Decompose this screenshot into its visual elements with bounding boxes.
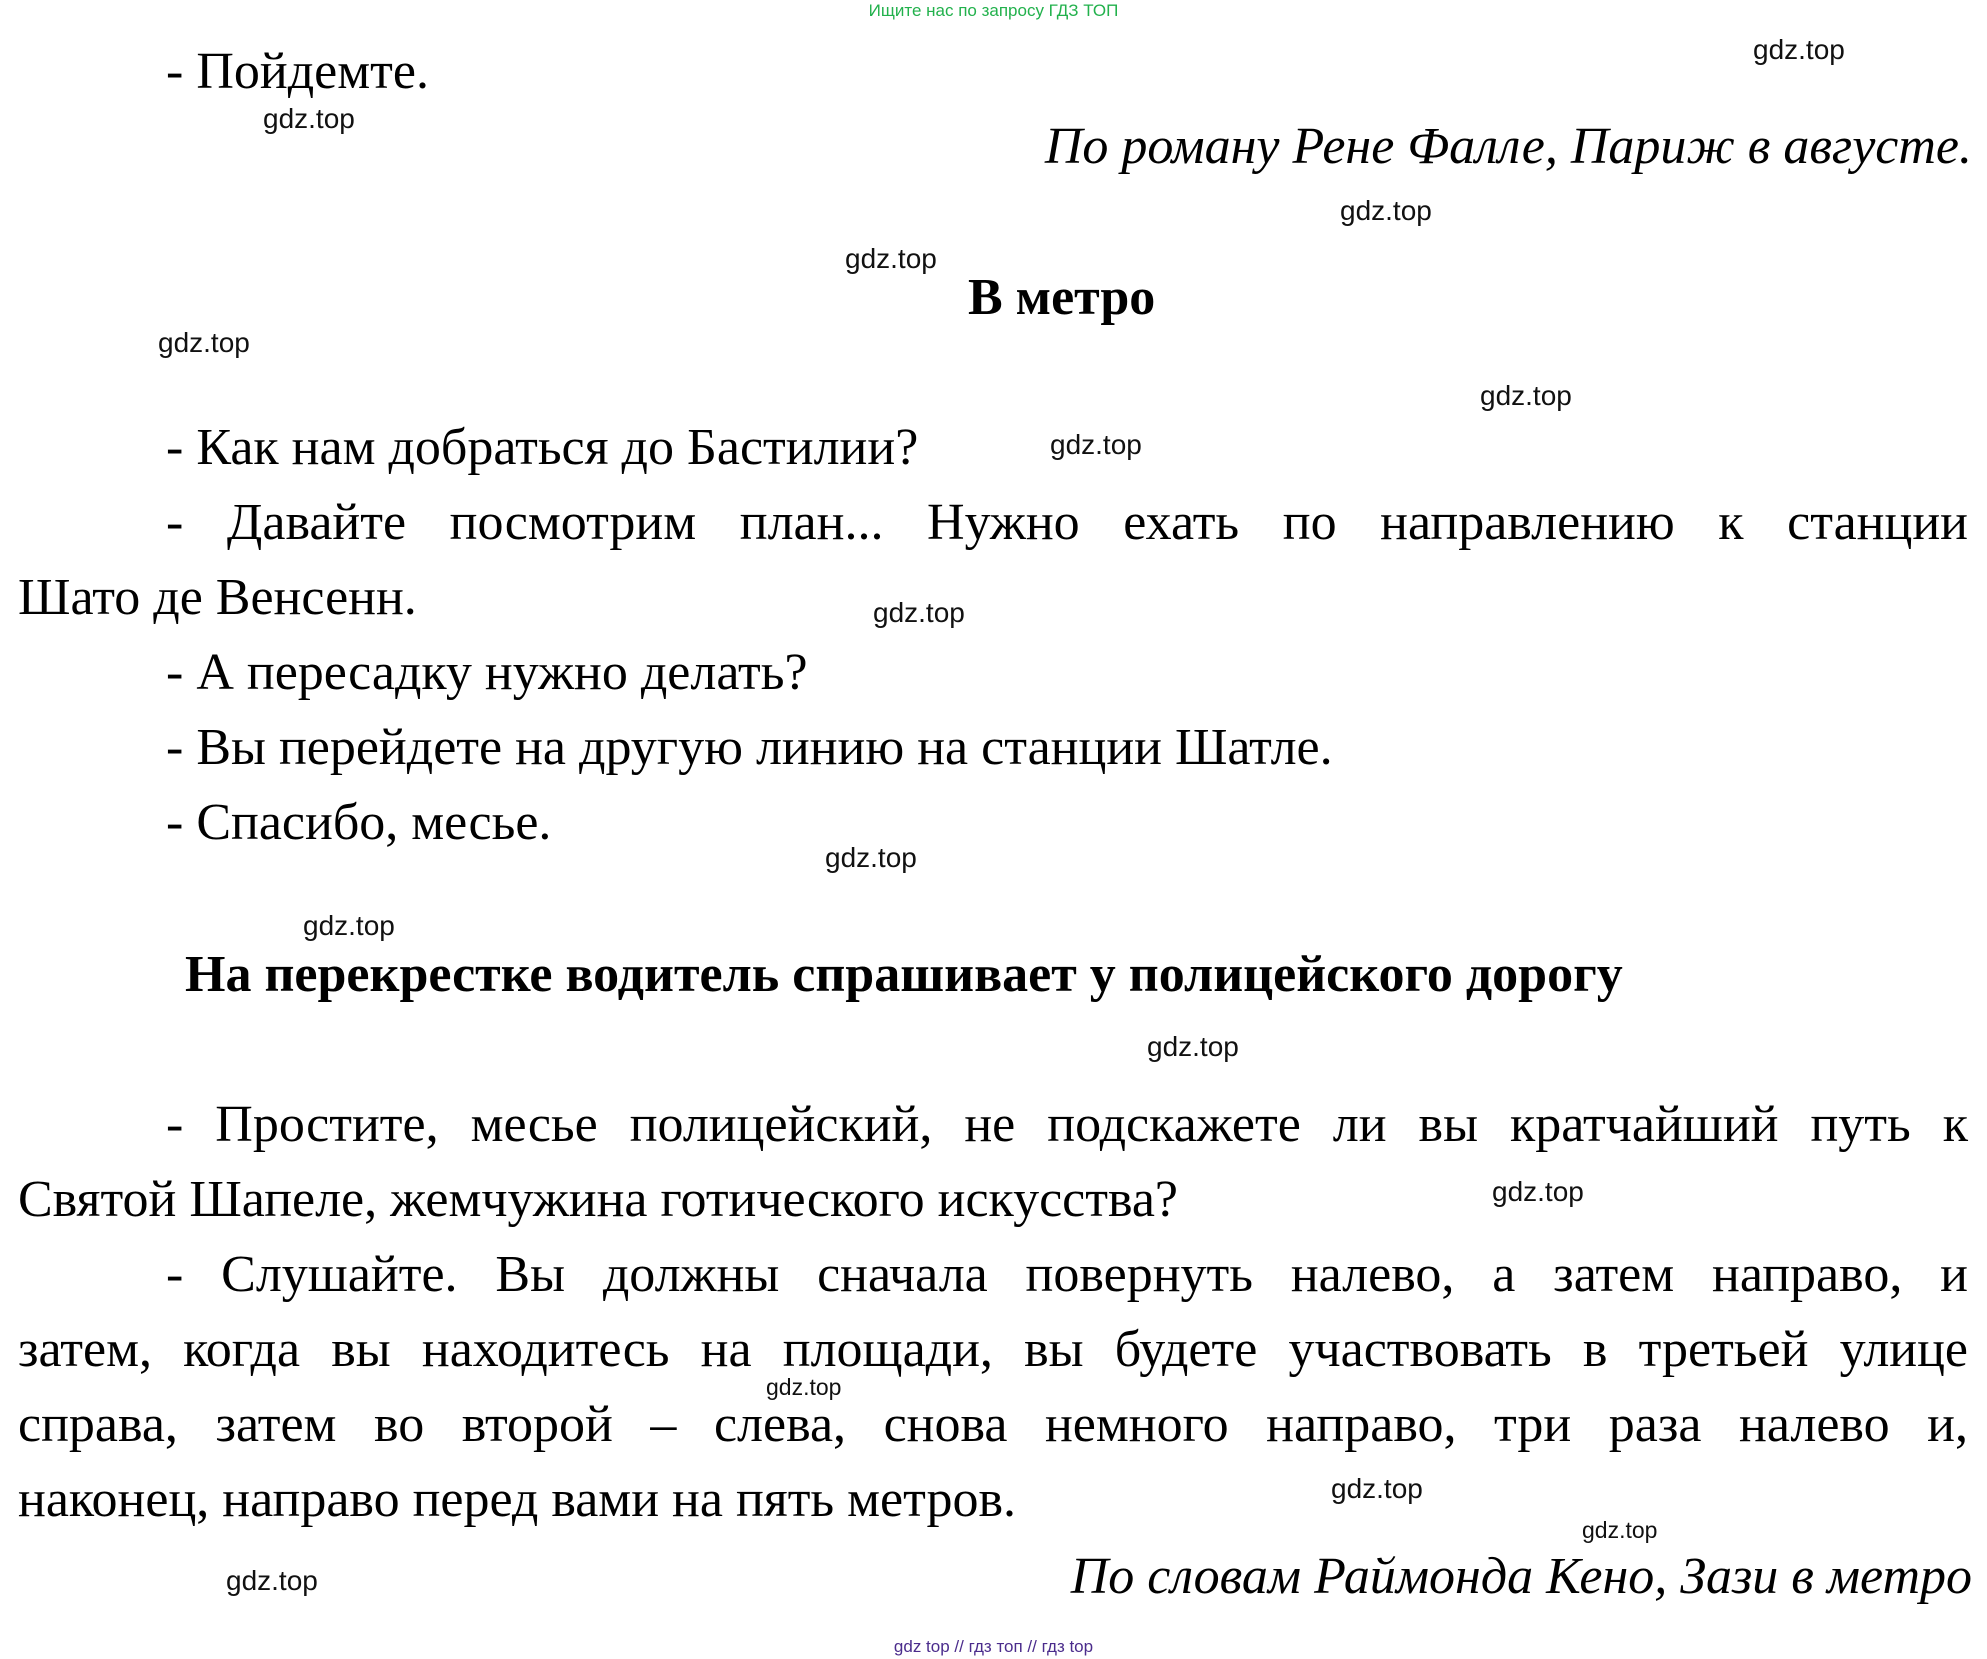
- source-citation: По словам Раймонда Кено, Зази в метро: [1070, 1548, 1972, 1605]
- watermark: gdz.top: [1480, 380, 1572, 411]
- watermark: gdz.top: [263, 103, 355, 134]
- dialogue-line: - Простите, месье полицейский, не подскажете ли вы кратчайший путь к: [166, 1096, 1968, 1153]
- dialogue-line: - Вы перейдете на другую линию на станции Шатле.: [166, 719, 1333, 776]
- dialogue-line: Святой Шапеле, жемчужина готического искусства?: [18, 1171, 1178, 1228]
- watermark: gdz.top: [873, 597, 965, 628]
- dialogue-line: затем, когда вы находитесь на площади, вы будете участвовать в третьей улице: [18, 1321, 1968, 1378]
- watermark: gdz.top: [303, 910, 395, 941]
- watermark: gdz.top: [1753, 34, 1845, 65]
- watermark: gdz.top: [1050, 429, 1142, 460]
- bottom-banner: gdz top // гдз топ // гдз top: [893, 1637, 1094, 1656]
- dialogue-line: - Пойдемте.: [166, 43, 429, 100]
- dialogue-line: наконец, направо перед вами на пять метров.: [18, 1471, 1017, 1528]
- dialogue-line: справа, затем во второй – слева, снова немного направо, три раза налево и,: [18, 1396, 1968, 1453]
- watermark: gdz.top: [766, 1374, 842, 1400]
- dialogue-line: - Спасибо, месье.: [166, 794, 552, 851]
- watermark: gdz.top: [226, 1565, 318, 1596]
- dialogue-line: - А пересадку нужно делать?: [166, 644, 808, 701]
- watermark: gdz.top: [1340, 195, 1432, 226]
- watermark: gdz.top: [1331, 1473, 1423, 1504]
- top-banner: Ищите нас по запросу ГДЗ ТОП: [868, 1, 1119, 20]
- watermark: gdz.top: [1492, 1176, 1584, 1207]
- watermark: gdz.top: [825, 842, 917, 873]
- section-title-crossroad: На перекрестке водитель спрашивает у полицейского дорогу: [185, 946, 1623, 1003]
- watermark: gdz.top: [1582, 1517, 1658, 1543]
- dialogue-line: - Давайте посмотрим план... Нужно ехать по направлению к станции: [166, 494, 1968, 551]
- dialogue-line: - Как нам добраться до Бастилии?: [166, 419, 919, 476]
- watermark: gdz.top: [845, 243, 937, 274]
- watermark: gdz.top: [158, 327, 250, 358]
- watermark: gdz.top: [1147, 1031, 1239, 1062]
- section-title-metro: В метро: [968, 269, 1156, 326]
- dialogue-line: Шато де Венсенн.: [18, 569, 417, 626]
- source-citation: По роману Рене Фалле, Париж в августе.: [1044, 118, 1972, 175]
- dialogue-line: - Слушайте. Вы должны сначала повернуть налево, а затем направо, и: [166, 1246, 1968, 1303]
